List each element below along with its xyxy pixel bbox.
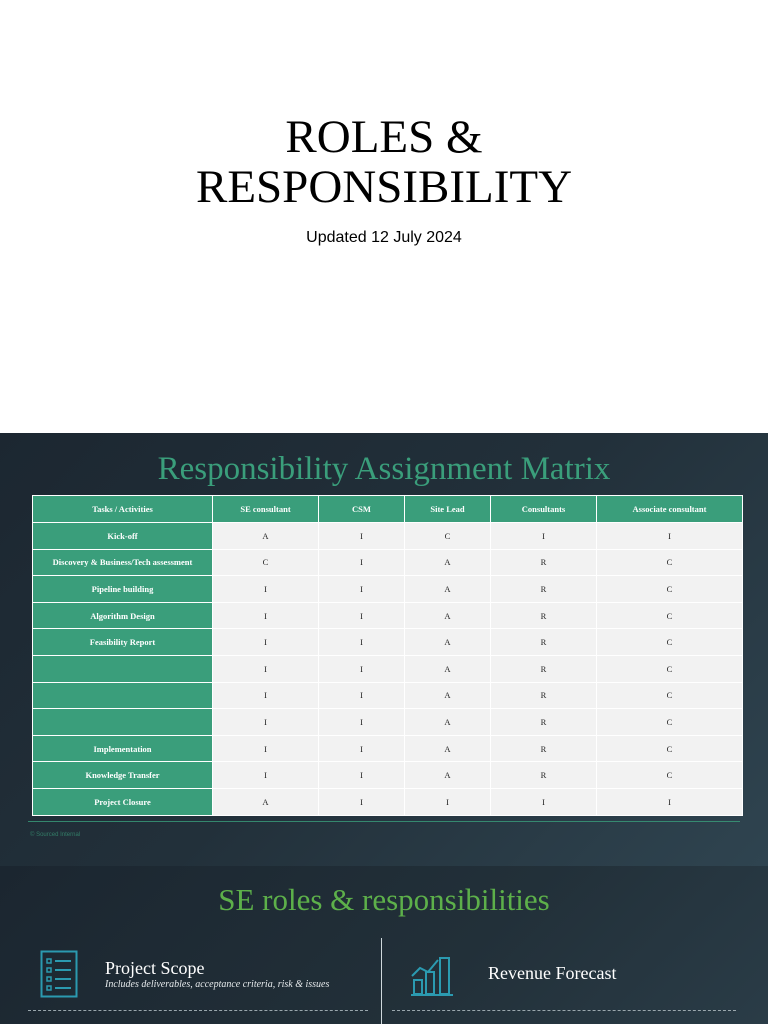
slide-title — [0, 112, 768, 212]
raci-table — [32, 495, 743, 816]
task-cell — [33, 655, 213, 682]
raci-title: Responsibility Assignment Matrix — [157, 451, 611, 487]
raci-value-cell: I — [491, 523, 597, 550]
task-cell: Implementation — [33, 735, 213, 762]
title-slide — [0, 0, 768, 433]
footer-text: © Sourced Internal — [30, 832, 81, 838]
raci-value-cell: I — [319, 655, 405, 682]
raci-value-cell: R — [491, 655, 597, 682]
raci-value-cell: C — [597, 549, 743, 576]
raci-value-cell: R — [491, 762, 597, 789]
raci-value-cell: C — [597, 576, 743, 603]
raci-value-cell: R — [491, 629, 597, 656]
raci-value-cell: R — [491, 602, 597, 629]
raci-value-cell: I — [319, 629, 405, 656]
raci-value-cell: I — [319, 602, 405, 629]
dotted-divider — [28, 1010, 368, 1011]
table-row — [33, 602, 743, 629]
checklist-icon — [40, 950, 78, 1003]
raci-value-cell: I — [319, 762, 405, 789]
bar-chart-icon — [410, 952, 454, 1001]
raci-value-cell: C — [597, 682, 743, 709]
raci-value-cell: I — [319, 523, 405, 550]
task-cell: Pipeline building — [33, 576, 213, 603]
project-scope-title: Project Scope — [105, 958, 205, 978]
raci-value-cell: I — [319, 788, 405, 815]
raci-value-cell: C — [597, 762, 743, 789]
raci-value-cell: I — [213, 629, 319, 656]
slide-subtitle: Updated 12 July 2024 — [306, 229, 462, 246]
task-cell: Feasibility Report — [33, 629, 213, 656]
raci-value-cell: A — [213, 788, 319, 815]
raci-value-cell: I — [213, 602, 319, 629]
header-cell: Site Lead — [405, 496, 491, 523]
table-row — [33, 682, 743, 709]
raci-value-cell: C — [597, 735, 743, 762]
raci-value-cell: I — [597, 523, 743, 550]
raci-value-cell: I — [213, 735, 319, 762]
raci-value-cell: I — [213, 762, 319, 789]
task-cell: Kick-off — [33, 523, 213, 550]
table-row — [33, 549, 743, 576]
raci-value-cell: A — [405, 762, 491, 789]
task-cell: Knowledge Transfer — [33, 762, 213, 789]
raci-value-cell: C — [597, 629, 743, 656]
raci-value-cell: A — [405, 576, 491, 603]
raci-value-cell: I — [491, 788, 597, 815]
raci-value-cell: A — [405, 602, 491, 629]
raci-value-cell: I — [319, 709, 405, 736]
table-row — [33, 735, 743, 762]
se-roles-title: SE roles & responsibilities — [218, 882, 550, 917]
raci-header-row — [33, 496, 743, 523]
raci-value-cell: I — [319, 682, 405, 709]
slide-title-line2: RESPONSIBILITY — [195, 161, 573, 213]
raci-value-cell: I — [213, 682, 319, 709]
task-cell: Algorithm Design — [33, 602, 213, 629]
header-cell: Tasks / Activities — [33, 496, 213, 523]
raci-slide — [0, 433, 768, 866]
raci-value-cell: C — [597, 602, 743, 629]
vertical-divider — [381, 938, 382, 1024]
task-cell: Project Closure — [33, 788, 213, 815]
header-cell: Consultants — [491, 496, 597, 523]
project-scope-subtitle: Includes deliverables, acceptance criteria, risk & issues — [105, 979, 330, 990]
header-cell: SE consultant — [213, 496, 319, 523]
raci-value-cell: R — [491, 682, 597, 709]
revenue-forecast-title: Revenue Forecast — [488, 963, 617, 983]
task-cell — [33, 709, 213, 736]
table-row — [33, 629, 743, 656]
task-cell — [33, 682, 213, 709]
raci-value-cell: R — [491, 735, 597, 762]
slide-title-line1: ROLES & — [285, 111, 483, 163]
dotted-divider — [392, 1010, 736, 1011]
table-row — [33, 788, 743, 815]
raci-body — [33, 523, 743, 816]
raci-value-cell: R — [491, 549, 597, 576]
table-row — [33, 523, 743, 550]
raci-value-cell: C — [597, 709, 743, 736]
header-cell: CSM — [319, 496, 405, 523]
raci-value-cell: A — [405, 735, 491, 762]
raci-value-cell: C — [405, 523, 491, 550]
raci-value-cell: A — [405, 549, 491, 576]
raci-value-cell: I — [319, 576, 405, 603]
raci-value-cell: A — [405, 709, 491, 736]
divider-line — [28, 821, 740, 822]
raci-value-cell: I — [213, 655, 319, 682]
raci-value-cell: A — [405, 682, 491, 709]
raci-value-cell: A — [213, 523, 319, 550]
raci-value-cell: I — [213, 709, 319, 736]
raci-value-cell: I — [319, 735, 405, 762]
table-row — [33, 655, 743, 682]
header-cell: Associate consultant — [597, 496, 743, 523]
raci-value-cell: A — [405, 629, 491, 656]
raci-value-cell: A — [405, 655, 491, 682]
raci-value-cell: R — [491, 709, 597, 736]
raci-value-cell: I — [597, 788, 743, 815]
se-roles-slide — [0, 866, 768, 1024]
raci-value-cell: I — [405, 788, 491, 815]
raci-value-cell: I — [319, 549, 405, 576]
table-row — [33, 762, 743, 789]
raci-value-cell: R — [491, 576, 597, 603]
table-row — [33, 576, 743, 603]
raci-value-cell: C — [597, 655, 743, 682]
task-cell: Discovery & Business/Tech assessment — [33, 549, 213, 576]
raci-value-cell: C — [213, 549, 319, 576]
raci-value-cell: I — [213, 576, 319, 603]
table-row — [33, 709, 743, 736]
